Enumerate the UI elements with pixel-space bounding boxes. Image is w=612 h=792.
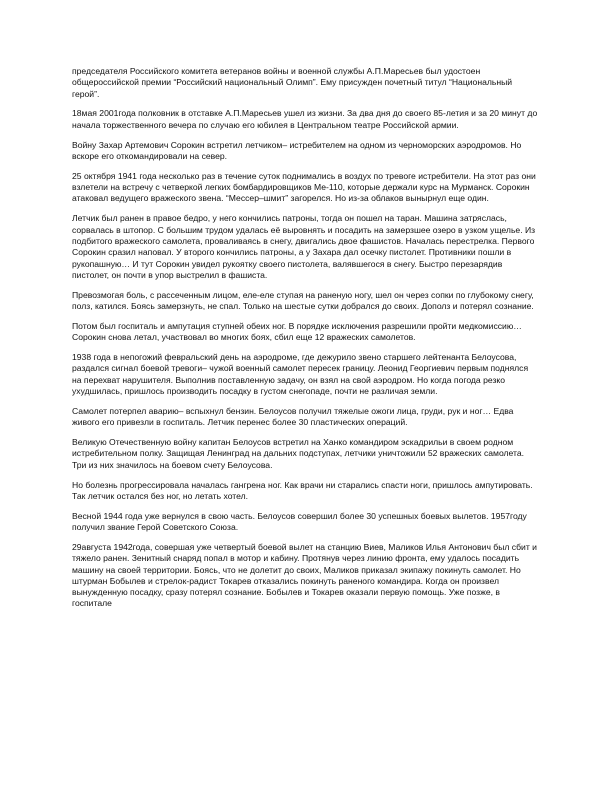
paragraph: Потом был госпиталь и ампутация ступней обеих ног. В порядке исключения разрешили пройти медкомиссию…Сорокин снова летал, участвовал во многих боях, сбил еще 12 вражеских самолетов. — [72, 320, 522, 343]
paragraph: 18мая 2001года полковник в отставке А.П.Маресьев ушел из жизни. За два дня до своего 85-летия и за 20 минут до начала торжественного вечера по случаю его юбилея в Центральном театре Российской армии. — [72, 108, 538, 130]
paragraph: Но болезнь прогрессировала началась гангрена ног. Как врачи ни старались спасти ноги, пришлось ампутировать. Так летчик остался без ног, но летать хотел. — [72, 479, 533, 501]
paragraph: 1938 года в непогожий февральский день на аэродроме, где дежурило звено старшего лейтенанта Белоусова, раздался сигнал боевой тревоги– чужой военный самолет пересек границу. Леонид Георгиевич первым поднялся на перехват нарушителя. Выполнив поставленную задачу, он взял на свой аэродром. Но когда погода резко ухудшилась, пришлось производить посадку в густом снегопаде, почти не различая земли. — [72, 352, 529, 396]
paragraph: Великую Отечественную войну капитан Белоусов встретил на Ханко командиром эскадрильи в своем родном истребительном полку. Защищая Ленинград на дальних подступах, летчики уничтожили 52 вражеских самолета. Три из них значилось на боевом счету Белоусова. — [72, 437, 525, 470]
paragraph: председателя Российского комитета ветеранов войны и военной службы А.П.Маресьев был удостоен общероссийской премии “Российский национальный Олимп”. Ему присужден почетный титул “Национальный герой”. — [72, 66, 513, 99]
paragraph: 29августа 1942года, совершая уже четвертый боевой вылет на станцию Виев, Маликов Илья Антонович был сбит и тяжело ранен. Зенитный снаряд попал в мотор и кабину. Протянув через линию фронта, ему удалось посадить машину на своей территории. Боясь, что не долетит до своих, Маликов приказал экипажу покинуть самолет. Но штурман Бобылев и стрелок-радист Токарев отказались покинуть раненого командира. Когда он произвел вынужденную посадку, сразу потерял сознание. Бобылев и Токарев оказали первую помощь. Уже позже, в госпитале — [72, 541, 537, 609]
paragraph: Превозмогая боль, с рассеченным лицом, еле-еле ступая на раненую ногу, шел он через сопки по глубокому снегу, полз, катился. Боясь замерзнуть, не спал. Только на шестые сутки добрался до своих. Дополз и потерял сознание. — [72, 289, 534, 312]
paragraph: Самолет потерпел аварию– вспыхнул бензин. Белоусов получил тяжелые ожоги лица, груди, рук и ног… Едва живого его привезли в госпиталь. Летчик перенес более 30 пластических операций. — [72, 405, 514, 428]
paragraph: Войну Захар Артемович Сорокин встретил летчиком– истребителем на одном из черноморских аэродромов. Но вскоре его откомандировали на север. — [72, 139, 522, 161]
paragraph: Весной 1944 года уже вернулся в свою часть. Белоусов совершил более 30 успешных боевых вылетов. 1957году получил звание Герой Советского Союза. — [72, 510, 527, 533]
paragraph: 25 октября 1941 года несколько раз в течение суток поднимались в воздух по тревоге истребители. На этот раз они взлетели на встречу с четверкой легких бомбардировщиков Ме-110, которые держали курс на Мурманск. Сорокин атаковал ведущего вражеского звена. “Мессер–шмит” загорелся. Но из-за облаков вынырнул еще один. — [72, 170, 536, 204]
document-page — [72, 66, 540, 610]
paragraph: Летчик был ранен в правое бедро, у него кончились патроны, тогда он пошел на таран. Машина затряслась, сорвалась в штопор. С большим трудом удалась её выровнять и посадить на замерзшее озеро в узком ущелье. Из подбитого вражеского самолета, проваливаясь в снегу, двигались двое фашистов. Началась перестрелка. Первого Сорокин сразил наповал. У второго кончились патроны, а у Захара дал осечку пистолет. Противники пошли в рукопашную… И тут Сорокин увидел рукоятку своего пистолета, валявшегося в снегу. Быстро перезарядив пистолет, он почти в упор выстрелил в фашиста. — [72, 213, 536, 280]
